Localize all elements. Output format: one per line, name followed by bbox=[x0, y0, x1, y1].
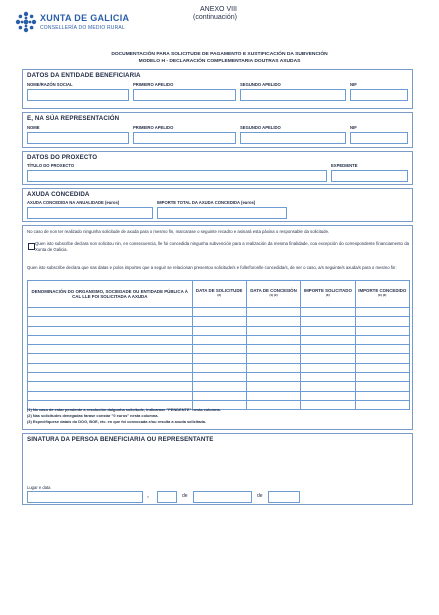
de-separator-1: de bbox=[182, 493, 188, 499]
table-cell[interactable] bbox=[192, 317, 246, 326]
table-cell[interactable] bbox=[192, 382, 246, 391]
declaration-intro: No caso de non ter realizado ningunha solicitude de axuda para o mesmo fin, marcarase o seguinte recadro e asinará esta páxina o responsable da solicitude. bbox=[27, 229, 330, 234]
table-cell[interactable] bbox=[28, 335, 193, 344]
table-intro: Quen isto subscribe declara que nas datas e polos importes que a seguir se relacionan presentou solicitude/s e folle/foronlle concedida/s, de ser o caso, a/s seguinte/s axuda/s para o mesmo fin: bbox=[27, 265, 397, 270]
table-cell[interactable] bbox=[355, 382, 409, 391]
table-cell[interactable] bbox=[192, 391, 246, 400]
table-cell[interactable] bbox=[301, 363, 355, 372]
table-row bbox=[28, 345, 410, 354]
table-cell[interactable] bbox=[355, 363, 409, 372]
table-cell[interactable] bbox=[192, 354, 246, 363]
no-aid-checkbox[interactable] bbox=[28, 243, 35, 250]
table-cell[interactable] bbox=[301, 335, 355, 344]
document-subtitle: MODELO H - DECLARACIÓN COMPLEMENTARIA DOUTRAS AXUDAS bbox=[138, 59, 301, 64]
table-cell[interactable] bbox=[246, 317, 300, 326]
table-cell[interactable] bbox=[355, 354, 409, 363]
table-cell[interactable] bbox=[301, 317, 355, 326]
table-cell[interactable] bbox=[28, 308, 193, 317]
note-1: (1) No caso de estar pendente a resolución dalgunha solicitude, indicarase "PENDENTE" nesta columna. bbox=[27, 407, 221, 412]
annual-aid-field[interactable] bbox=[27, 207, 153, 219]
surname2-label: SEGUNDO APELIDO bbox=[240, 125, 281, 130]
table-cell[interactable] bbox=[301, 382, 355, 391]
table-cell[interactable] bbox=[355, 317, 409, 326]
name-field[interactable] bbox=[27, 89, 129, 101]
section-title: DATOS DA ENTIDADE BENEFICIARIA bbox=[27, 72, 141, 79]
table-cell[interactable] bbox=[246, 391, 300, 400]
xunta-cross-icon bbox=[14, 10, 38, 34]
table-cell[interactable] bbox=[301, 400, 355, 409]
table-cell[interactable] bbox=[301, 308, 355, 317]
table-cell[interactable] bbox=[246, 363, 300, 372]
document-title: DOCUMENTACIÓN PARA SOLICITUDE DE PAGAMENTO E XUSTIFICACIÓN DA SUBVENCIÓN bbox=[111, 52, 328, 57]
place-date-label: Lugar e data bbox=[27, 485, 51, 490]
table-cell[interactable] bbox=[301, 326, 355, 335]
annex-label: ANEXO VIII bbox=[200, 6, 237, 13]
table-row bbox=[28, 363, 410, 372]
project-title-label: TÍTULO DO PROXECTO bbox=[27, 163, 75, 168]
section-title: AXUDA CONCEDIDA bbox=[27, 191, 90, 198]
file-number-field[interactable] bbox=[331, 170, 408, 182]
name-label: NOME bbox=[27, 125, 40, 130]
day-field[interactable] bbox=[157, 491, 177, 503]
de-separator-2: de bbox=[257, 493, 263, 499]
year-field[interactable] bbox=[268, 491, 300, 503]
table-cell[interactable] bbox=[246, 345, 300, 354]
table-cell[interactable] bbox=[192, 308, 246, 317]
table-cell[interactable] bbox=[246, 354, 300, 363]
annex-continuation: (continuación) bbox=[193, 14, 237, 21]
table-cell[interactable] bbox=[355, 335, 409, 344]
beneficiary-section bbox=[22, 69, 413, 109]
table-row bbox=[28, 373, 410, 382]
table-row bbox=[28, 335, 410, 344]
table-cell[interactable] bbox=[28, 373, 193, 382]
table-cell[interactable] bbox=[355, 391, 409, 400]
table-cell[interactable] bbox=[355, 345, 409, 354]
requested-amount-header: IMPORTE SOLICITADO (€) bbox=[301, 281, 355, 308]
declarations-section bbox=[22, 225, 413, 430]
signature-section bbox=[22, 433, 413, 505]
table-cell[interactable] bbox=[28, 317, 193, 326]
table-cell[interactable] bbox=[192, 345, 246, 354]
aid-section bbox=[22, 188, 413, 222]
place-field[interactable] bbox=[27, 491, 143, 503]
table-cell[interactable] bbox=[246, 382, 300, 391]
surname1-label: PRIMEIRO APELIDO bbox=[133, 125, 174, 130]
table-cell[interactable] bbox=[355, 308, 409, 317]
request-date-header: DATA DE SOLICITUDE $^{(2)}$ bbox=[192, 281, 246, 308]
logo-subtitle: CONSELLERÍA DO MEDIO RURAL bbox=[40, 25, 125, 31]
table-cell[interactable] bbox=[28, 363, 193, 372]
table-cell[interactable] bbox=[192, 373, 246, 382]
table-cell[interactable] bbox=[301, 391, 355, 400]
name-field[interactable] bbox=[27, 132, 129, 144]
table-cell[interactable] bbox=[28, 391, 193, 400]
table-cell[interactable] bbox=[246, 326, 300, 335]
nif-field[interactable] bbox=[350, 89, 408, 101]
table-cell[interactable] bbox=[301, 373, 355, 382]
table-cell[interactable] bbox=[246, 308, 300, 317]
table-cell[interactable] bbox=[301, 354, 355, 363]
table-row bbox=[28, 308, 410, 317]
project-title-field[interactable] bbox=[27, 170, 327, 182]
logo-title: XUNTA DE GALICIA bbox=[40, 13, 130, 23]
table-cell[interactable] bbox=[355, 400, 409, 409]
table-cell[interactable] bbox=[301, 345, 355, 354]
table-cell[interactable] bbox=[28, 354, 193, 363]
table-cell[interactable] bbox=[28, 345, 193, 354]
surname1-field[interactable] bbox=[133, 132, 236, 144]
section-title: E, NA SÚA REPRESENTACIÓN bbox=[27, 115, 120, 122]
note-3: (3) Especifíquese data/s do DOG, BOE, etc. en que foi convocada e/ou resolta a axuda solicitada. bbox=[27, 419, 207, 424]
representative-section bbox=[22, 112, 413, 148]
table-cell[interactable] bbox=[192, 335, 246, 344]
aids-table bbox=[27, 280, 410, 410]
surname1-field[interactable] bbox=[133, 89, 236, 101]
table-cell[interactable] bbox=[246, 400, 300, 409]
project-section bbox=[22, 151, 413, 185]
section-title: SINATURA DA PERSOA BENEFICIARIA OU REPRESENTANTE bbox=[27, 436, 214, 443]
table-cell[interactable] bbox=[192, 326, 246, 335]
section-title: DATOS DO PROXECTO bbox=[27, 154, 98, 161]
grant-date-header: DATA DE CONCESIÓN $^{(1) (2)}$ bbox=[246, 281, 300, 308]
total-aid-label: IMPORTE TOTAL DA AXUDA CONCEDIDA (euros) bbox=[157, 200, 256, 205]
table-cell[interactable] bbox=[192, 363, 246, 372]
granted-amount-header: IMPORTE CONCEDIDO $^{(€) (3)}$ bbox=[355, 281, 409, 308]
annual-aid-label: AXUDA CONCEDIDA NA ANUALIDADE (euros) bbox=[27, 200, 120, 205]
xunta-logo bbox=[14, 10, 38, 34]
table-header-row bbox=[28, 281, 410, 308]
table-cell[interactable] bbox=[28, 382, 193, 391]
table-row bbox=[28, 354, 410, 363]
table-cell[interactable] bbox=[246, 373, 300, 382]
organism-header: DENOMINACIÓN DO ORGANISMO, SOCIEDADE OU ENTIDADE PÚBLICA Á CAL LLE FOI SOLICITADA A AXUDA bbox=[28, 281, 193, 308]
table-row bbox=[28, 391, 410, 400]
total-aid-field[interactable] bbox=[157, 207, 287, 219]
name-label: NOME/RAZÓN SOCIAL bbox=[27, 82, 73, 87]
checkbox-declaration-text: Quen isto subscribe declara non solicitou nin, en consecuencia, lle foi concedida ningunha subvención para a realización da mesma finalidade, coa excepción do correspondente financiamento da Xunta de Galicia. bbox=[35, 241, 409, 252]
surname2-field[interactable] bbox=[240, 89, 346, 101]
table-row bbox=[28, 326, 410, 335]
nif-label: NIF bbox=[350, 125, 357, 130]
nif-field[interactable] bbox=[350, 132, 408, 144]
surname2-label: SEGUNDO APELIDO bbox=[240, 82, 281, 87]
table-cell[interactable] bbox=[355, 373, 409, 382]
surname1-label: PRIMEIRO APELIDO bbox=[133, 82, 174, 87]
table-row bbox=[28, 317, 410, 326]
table-cell[interactable] bbox=[355, 326, 409, 335]
table-row bbox=[28, 382, 410, 391]
nif-label: NIF bbox=[350, 82, 357, 87]
table-cell[interactable] bbox=[28, 326, 193, 335]
surname2-field[interactable] bbox=[240, 132, 346, 144]
file-number-label: EXPEDIENTE bbox=[331, 163, 358, 168]
comma-separator: , bbox=[147, 492, 149, 499]
note-2: (2) Nas solicitudes denegadas farase constar "0 euros" nesta columna. bbox=[27, 413, 159, 418]
table-cell[interactable] bbox=[246, 335, 300, 344]
month-field[interactable] bbox=[193, 491, 252, 503]
